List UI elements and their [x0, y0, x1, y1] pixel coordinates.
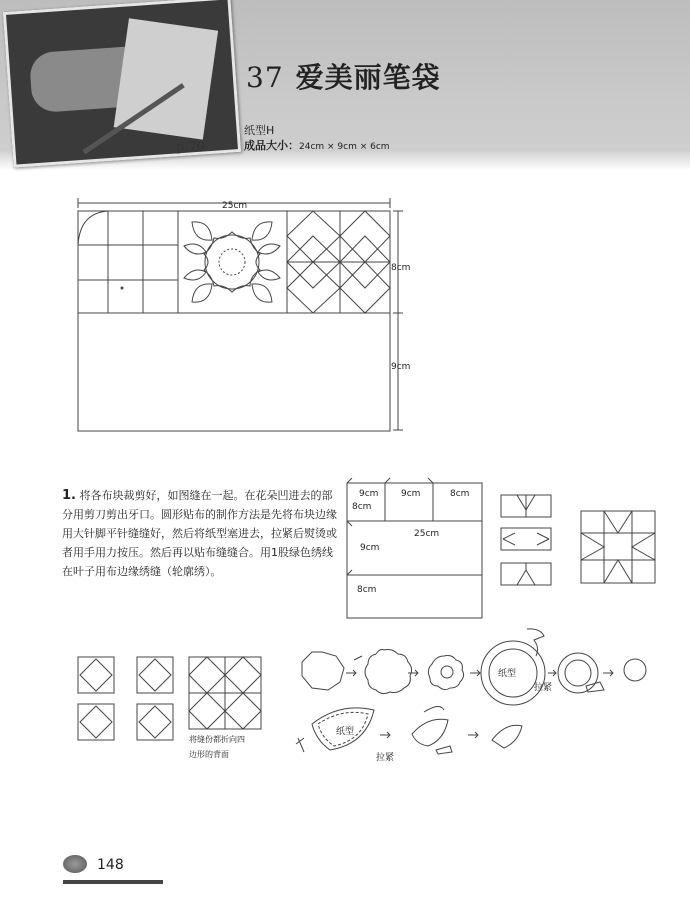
- size-value: 24cm × 9cm × 6cm: [299, 142, 390, 152]
- size-label: 成品大小：: [244, 139, 299, 152]
- layout-bottom: 8cm: [357, 585, 377, 595]
- layout-b: 9cm: [401, 489, 421, 499]
- dim-width: 25cm: [222, 201, 248, 211]
- layout-mid: 9cm: [360, 543, 380, 553]
- dim-height-top: 8cm: [391, 263, 411, 273]
- step-text: 将各布块裁剪好，如图缝在一起。在花朵凹进去的部分用剪刀剪出牙口。圆形贴布的制作方法是先将布块边缘用大针脚平针缝缝好，然后将纸型塞进去，拉紧后熨烫或者用手用力按压。然后再以贴布缝缝合。用1股绿色绣线在叶子用布边缘绣缝（轮廓绣）。: [62, 489, 337, 578]
- footer-rule: [63, 880, 163, 884]
- seam-note-2: 边形的背面: [189, 750, 229, 759]
- layout-a2: 8cm: [352, 502, 372, 512]
- step-1-instructions: [62, 486, 342, 581]
- pull-label-1: 拉紧: [534, 683, 553, 693]
- project-number: 37: [246, 61, 284, 94]
- paper-label-2: 纸型: [336, 727, 355, 737]
- layout-width: 25cm: [414, 529, 440, 539]
- pull-label-2: 拉紧: [376, 753, 395, 763]
- paper-label-1: 纸型: [498, 669, 517, 679]
- layout-c: 8cm: [450, 489, 470, 499]
- page-button-icon: [63, 855, 87, 873]
- seam-note-1: 将缝份都折向四: [189, 735, 245, 744]
- dim-height-bottom: 9cm: [391, 362, 411, 372]
- pattern-label: 纸型H: [244, 124, 275, 137]
- step-number: 1.: [62, 488, 76, 503]
- page-number: 148: [97, 857, 124, 873]
- layout-a: 9cm: [359, 489, 379, 499]
- page-reference[interactable]: p.70: [176, 140, 205, 155]
- project-name: 爱美丽笔袋: [295, 61, 441, 94]
